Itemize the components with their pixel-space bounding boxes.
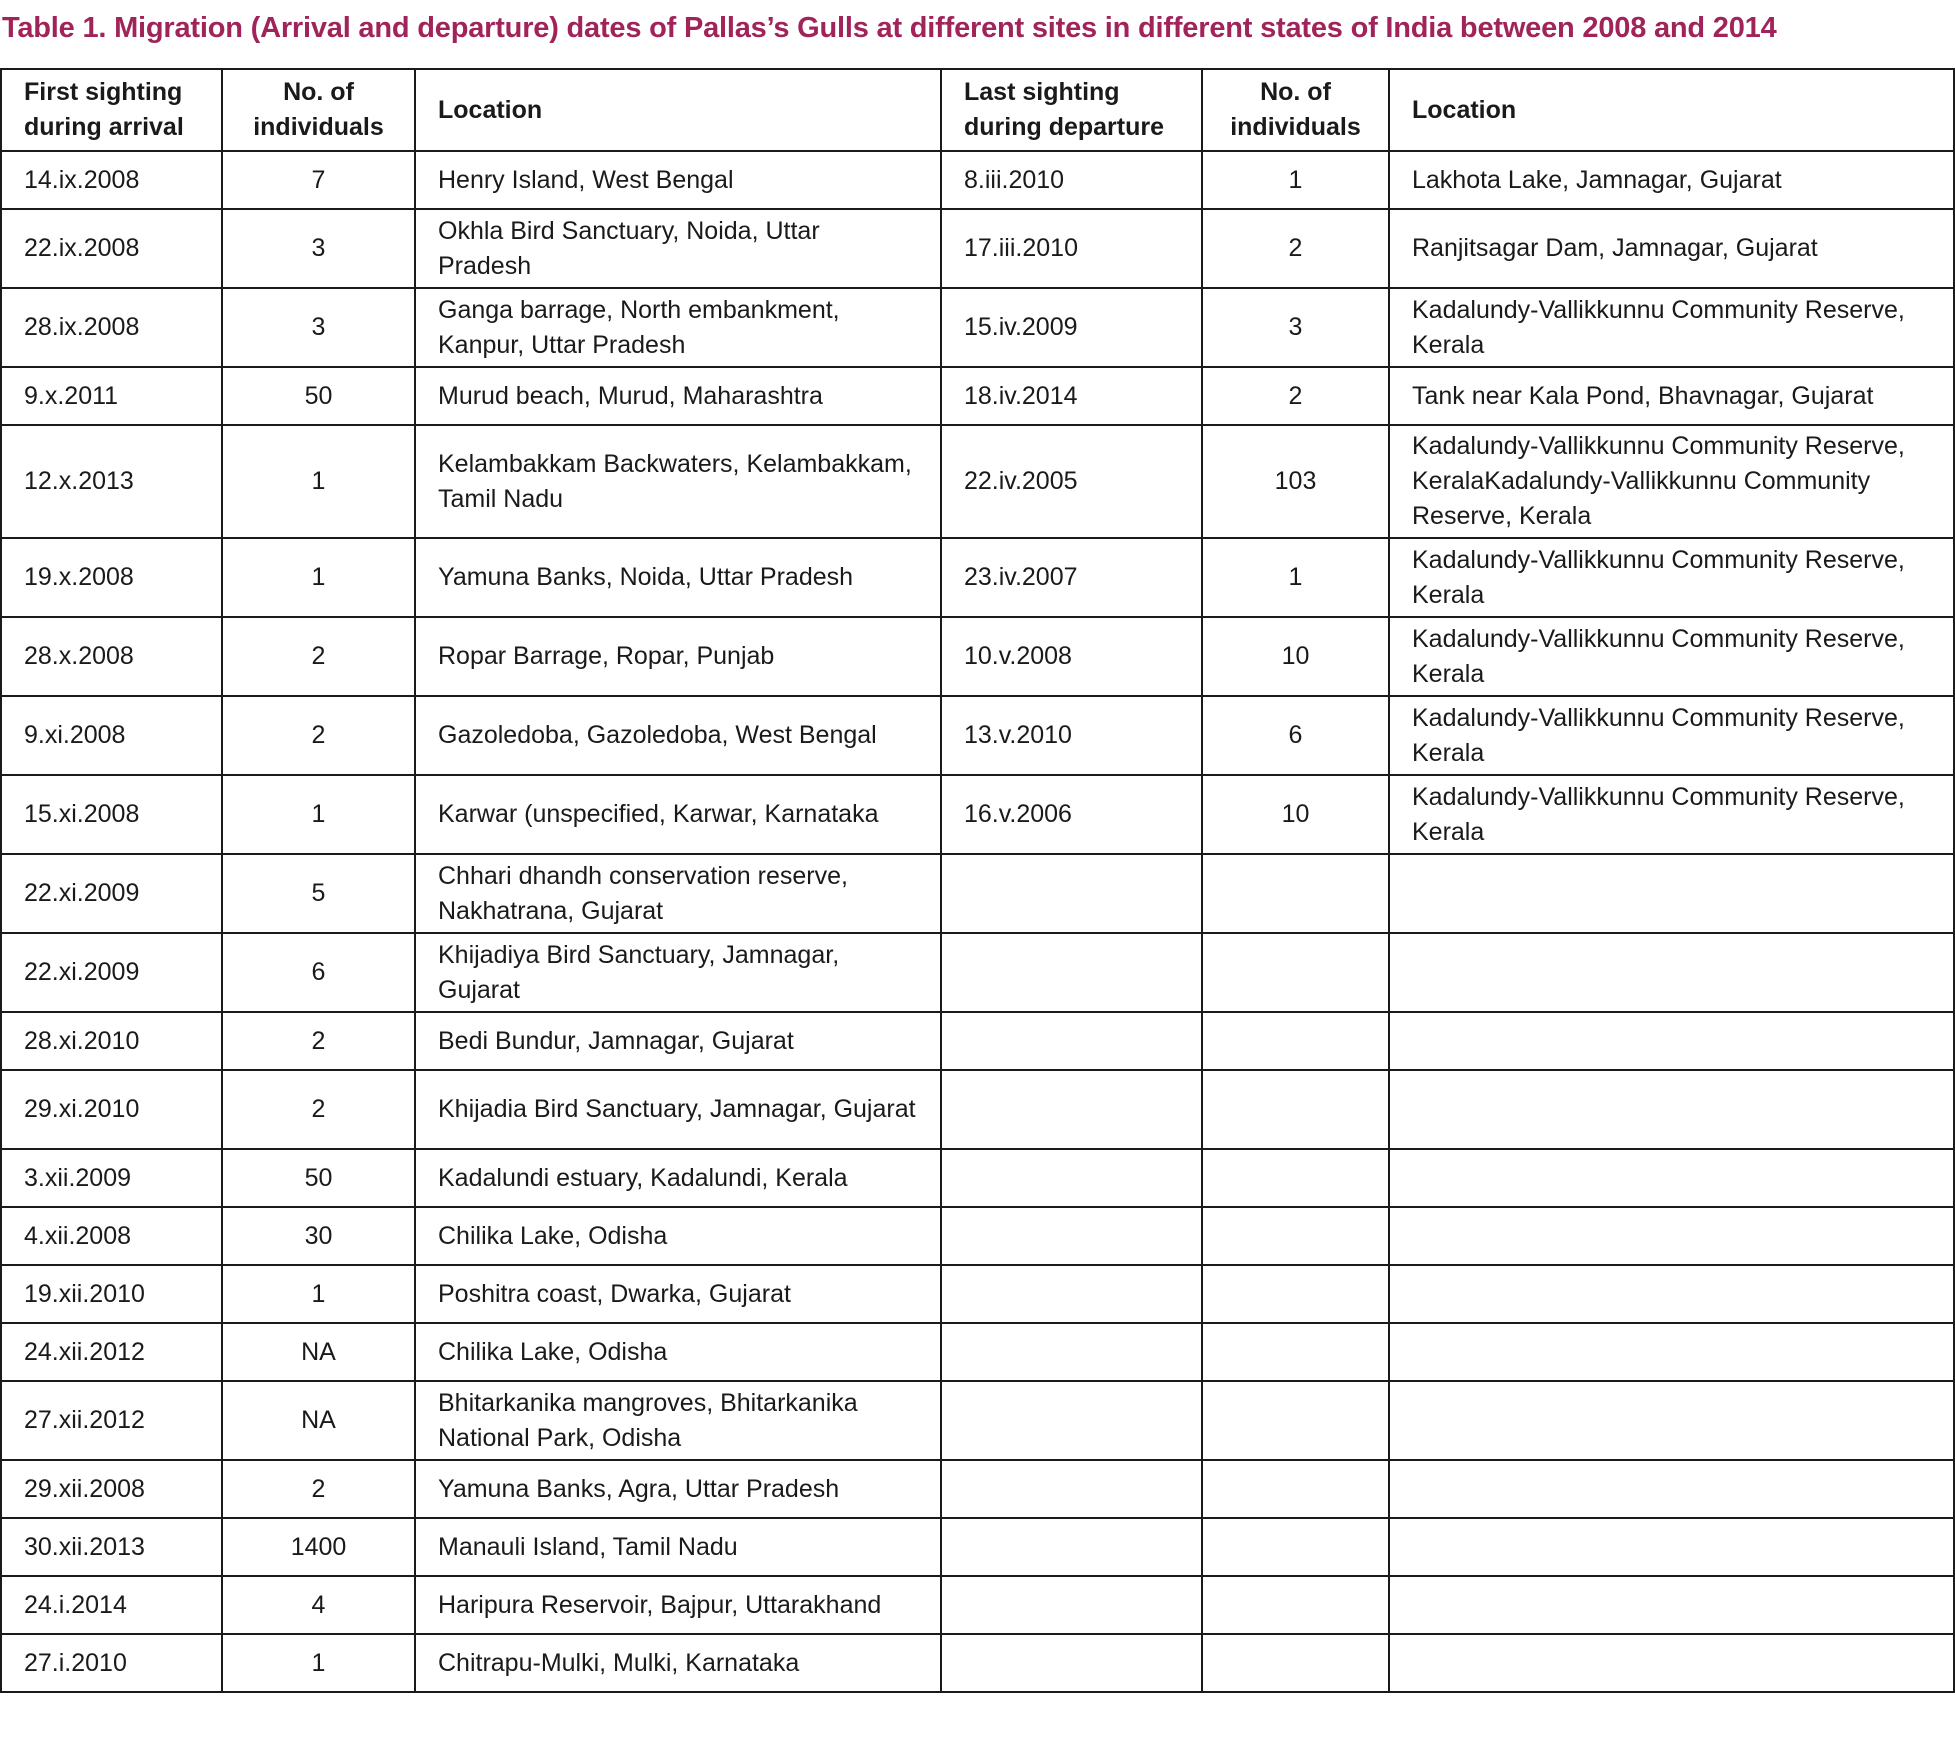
departure-date-cell [941,933,1202,1012]
table-body [1,151,1954,1692]
arrival-date-cell: 24.i.2014 [1,1576,222,1634]
departure-location-cell [1389,1323,1954,1381]
arrival-location-cell: Murud beach, Murud, Maharashtra [415,367,941,425]
table-header [1,69,1954,151]
arrival-date-cell: 22.xi.2009 [1,933,222,1012]
arrival-date-cell: 29.xii.2008 [1,1460,222,1518]
arrival-date-cell: 28.x.2008 [1,617,222,696]
departure-count-cell [1202,1576,1389,1634]
table-row [1,1265,1954,1323]
arrival-location-cell: Khijadiya Bird Sanctuary, Jamnagar, Gujarat [415,933,941,1012]
departure-date-cell: 17.iii.2010 [941,209,1202,288]
header-arrival-location: Location [415,69,941,151]
arrival-date-cell: 4.xii.2008 [1,1207,222,1265]
arrival-date-cell: 22.ix.2008 [1,209,222,288]
header-first-sighting: First sighting during arrival [1,69,222,151]
arrival-count-cell: 2 [222,1012,415,1070]
arrival-location-cell: Ropar Barrage, Ropar, Punjab [415,617,941,696]
table-row [1,1634,1954,1692]
departure-location-cell [1389,854,1954,933]
arrival-count-cell: 1 [222,1634,415,1692]
arrival-location-cell: Karwar (unspecified, Karwar, Karnataka [415,775,941,854]
table-row [1,538,1954,617]
arrival-count-cell: 6 [222,933,415,1012]
arrival-date-cell: 15.xi.2008 [1,775,222,854]
arrival-date-cell: 19.x.2008 [1,538,222,617]
table-row [1,288,1954,367]
departure-date-cell [941,1207,1202,1265]
departure-location-cell [1389,933,1954,1012]
departure-location-cell: Kadalundy-Vallikkunnu Community Reserve, Kerala [1389,617,1954,696]
departure-count-cell [1202,1518,1389,1576]
arrival-count-cell: 1 [222,775,415,854]
departure-count-cell: 3 [1202,288,1389,367]
departure-date-cell [941,1012,1202,1070]
departure-count-cell [1202,1012,1389,1070]
departure-date-cell [941,1518,1202,1576]
departure-location-cell [1389,1518,1954,1576]
departure-count-cell [1202,1323,1389,1381]
arrival-location-cell: Okhla Bird Sanctuary, Noida, Uttar Pradesh [415,209,941,288]
departure-date-cell: 23.iv.2007 [941,538,1202,617]
arrival-location-cell: Khijadia Bird Sanctuary, Jamnagar, Gujarat [415,1070,941,1149]
departure-date-cell [941,1265,1202,1323]
arrival-location-cell: Kelambakkam Backwaters, Kelambakkam, Tamil Nadu [415,425,941,538]
arrival-count-cell: 1400 [222,1518,415,1576]
table-row [1,1207,1954,1265]
departure-location-cell [1389,1012,1954,1070]
departure-date-cell: 13.v.2010 [941,696,1202,775]
arrival-count-cell: 1 [222,425,415,538]
table-row [1,1518,1954,1576]
arrival-count-cell: 7 [222,151,415,209]
arrival-location-cell: Gazoledoba, Gazoledoba, West Bengal [415,696,941,775]
arrival-date-cell: 14.ix.2008 [1,151,222,209]
arrival-date-cell: 9.x.2011 [1,367,222,425]
departure-location-cell [1389,1576,1954,1634]
departure-count-cell: 10 [1202,775,1389,854]
arrival-location-cell: Kadalundi estuary, Kadalundi, Kerala [415,1149,941,1207]
departure-date-cell [941,1634,1202,1692]
arrival-date-cell: 19.xii.2010 [1,1265,222,1323]
departure-location-cell: Kadalundy-Vallikkunnu Community Reserve, Kerala [1389,696,1954,775]
arrival-count-cell: 50 [222,1149,415,1207]
departure-location-cell: Lakhota Lake, Jamnagar, Gujarat [1389,151,1954,209]
departure-count-cell: 2 [1202,367,1389,425]
arrival-count-cell: 2 [222,696,415,775]
departure-location-cell: Kadalundy-Vallikkunnu Community Reserve, Kerala [1389,775,1954,854]
table-row [1,696,1954,775]
arrival-date-cell: 12.x.2013 [1,425,222,538]
table-row [1,1070,1954,1149]
table-row [1,209,1954,288]
arrival-count-cell: 4 [222,1576,415,1634]
arrival-date-cell: 9.xi.2008 [1,696,222,775]
table-row [1,1012,1954,1070]
departure-count-cell [1202,1149,1389,1207]
departure-location-cell: Tank near Kala Pond, Bhavnagar, Gujarat [1389,367,1954,425]
arrival-location-cell: Haripura Reservoir, Bajpur, Uttarakhand [415,1576,941,1634]
arrival-location-cell: Chilika Lake, Odisha [415,1323,941,1381]
arrival-date-cell: 22.xi.2009 [1,854,222,933]
arrival-location-cell: Ganga barrage, North embankment, Kanpur, Uttar Pradesh [415,288,941,367]
table-row [1,775,1954,854]
departure-date-cell [941,1381,1202,1460]
departure-date-cell: 18.iv.2014 [941,367,1202,425]
departure-location-cell [1389,1149,1954,1207]
departure-location-cell [1389,1460,1954,1518]
header-last-sighting: Last sighting during departure [941,69,1202,151]
arrival-count-cell: 50 [222,367,415,425]
table-row [1,854,1954,933]
departure-location-cell [1389,1634,1954,1692]
arrival-count-cell: 1 [222,538,415,617]
arrival-location-cell: Henry Island, West Bengal [415,151,941,209]
arrival-date-cell: 27.xii.2012 [1,1381,222,1460]
departure-count-cell [1202,933,1389,1012]
arrival-count-cell: 2 [222,617,415,696]
departure-date-cell [941,854,1202,933]
departure-location-cell: Kadalundy-Vallikkunnu Community Reserve, KeralaKadalundy-Vallikkunnu Community Reserve, Kerala [1389,425,1954,538]
arrival-count-cell: 2 [222,1070,415,1149]
departure-count-cell [1202,1265,1389,1323]
arrival-location-cell: Bedi Bundur, Jamnagar, Gujarat [415,1012,941,1070]
departure-count-cell: 103 [1202,425,1389,538]
table-row [1,1323,1954,1381]
arrival-location-cell: Poshitra coast, Dwarka, Gujarat [415,1265,941,1323]
departure-count-cell [1202,854,1389,933]
table-row [1,1149,1954,1207]
departure-location-cell [1389,1265,1954,1323]
departure-date-cell [941,1576,1202,1634]
table-row [1,617,1954,696]
table-caption: Table 1. Migration (Arrival and departure) dates of Pallas’s Gulls at different sites in different states of India between 2008 and 2014 [2,12,1777,44]
departure-count-cell: 2 [1202,209,1389,288]
departure-date-cell [941,1149,1202,1207]
departure-date-cell: 16.v.2006 [941,775,1202,854]
departure-count-cell [1202,1381,1389,1460]
arrival-date-cell: 28.xi.2010 [1,1012,222,1070]
arrival-count-cell: 5 [222,854,415,933]
departure-count-cell: 10 [1202,617,1389,696]
table-row [1,151,1954,209]
departure-date-cell: 15.iv.2009 [941,288,1202,367]
arrival-date-cell: 3.xii.2009 [1,1149,222,1207]
departure-location-cell [1389,1070,1954,1149]
arrival-count-cell: NA [222,1381,415,1460]
arrival-count-cell: 30 [222,1207,415,1265]
arrival-count-cell: 3 [222,209,415,288]
departure-date-cell: 8.iii.2010 [941,151,1202,209]
arrival-location-cell: Bhitarkanika mangroves, Bhitarkanika National Park, Odisha [415,1381,941,1460]
arrival-count-cell: NA [222,1323,415,1381]
arrival-location-cell: Chitrapu-Mulki, Mulki, Karnataka [415,1634,941,1692]
departure-count-cell: 6 [1202,696,1389,775]
departure-date-cell: 10.v.2008 [941,617,1202,696]
departure-date-cell [941,1070,1202,1149]
arrival-date-cell: 24.xii.2012 [1,1323,222,1381]
departure-count-cell [1202,1070,1389,1149]
table-row [1,367,1954,425]
departure-location-cell: Kadalundy-Vallikkunnu Community Reserve, Kerala [1389,288,1954,367]
departure-location-cell [1389,1381,1954,1460]
departure-count-cell: 1 [1202,151,1389,209]
table-row [1,425,1954,538]
arrival-location-cell: Yamuna Banks, Agra, Uttar Pradesh [415,1460,941,1518]
arrival-date-cell: 27.i.2010 [1,1634,222,1692]
departure-count-cell [1202,1460,1389,1518]
arrival-location-cell: Yamuna Banks, Noida, Uttar Pradesh [415,538,941,617]
departure-date-cell [941,1460,1202,1518]
departure-location-cell: Kadalundy-Vallikkunnu Community Reserve, Kerala [1389,538,1954,617]
table-row [1,1576,1954,1634]
arrival-date-cell: 28.ix.2008 [1,288,222,367]
header-row [1,69,1954,151]
departure-count-cell [1202,1207,1389,1265]
arrival-location-cell: Manauli Island, Tamil Nadu [415,1518,941,1576]
arrival-count-cell: 1 [222,1265,415,1323]
departure-location-cell: Ranjitsagar Dam, Jamnagar, Gujarat [1389,209,1954,288]
departure-date-cell [941,1323,1202,1381]
table-row [1,1381,1954,1460]
header-departure-location: Location [1389,69,1954,151]
arrival-location-cell: Chhari dhandh conservation reserve, Nakhatrana, Gujarat [415,854,941,933]
arrival-date-cell: 29.xi.2010 [1,1070,222,1149]
arrival-count-cell: 3 [222,288,415,367]
arrival-date-cell: 30.xii.2013 [1,1518,222,1576]
arrival-count-cell: 2 [222,1460,415,1518]
departure-count-cell [1202,1634,1389,1692]
arrival-location-cell: Chilika Lake, Odisha [415,1207,941,1265]
departure-location-cell [1389,1207,1954,1265]
header-arrival-count: No. of individuals [222,69,415,151]
migration-table [0,68,1955,1693]
departure-date-cell: 22.iv.2005 [941,425,1202,538]
table-row [1,933,1954,1012]
departure-count-cell: 1 [1202,538,1389,617]
header-departure-count: No. of individuals [1202,69,1389,151]
table-row [1,1460,1954,1518]
